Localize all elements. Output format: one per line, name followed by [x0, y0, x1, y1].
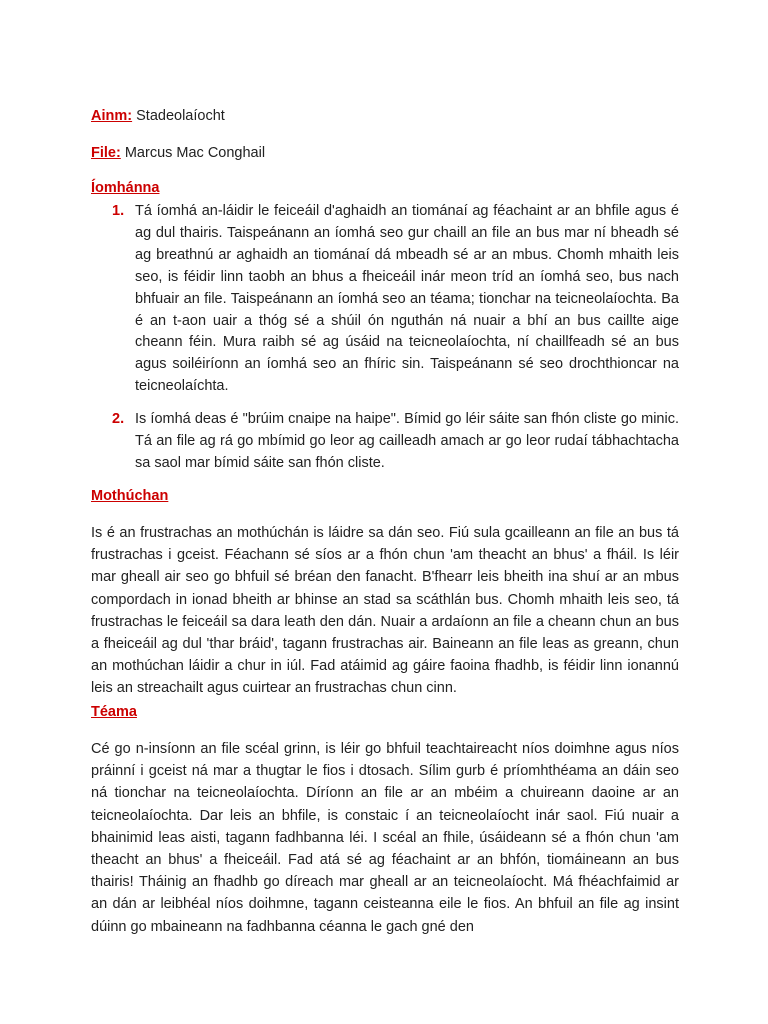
- poet-value: Marcus Mac Conghail: [124, 145, 266, 161]
- images-heading: Íomhánna: [91, 180, 160, 196]
- poet-label: File:: [91, 145, 121, 161]
- list-item-number: 2.: [112, 411, 125, 427]
- name-field: [91, 108, 225, 124]
- list-item-text: Tá íomhá an-láidir le feiceáil d'aghaidh an tiománaí ag féachaint ar an bhfile agus é ag dul thairis. Taispeánann an íomhá seo gur chaill an file an bus mar ní bheadh sé ag breathnú ar aghaidh an tiománaí dá mbeadh sé ar an mbus. Chomh mhaith leis seo, is féidir linn taobh an bhus a fheiceáil inár meon tríd an íomhá seo, bus nach bhfuair an file. Taispeánann an íomhá seo an téama; tionchar na teicneolaíochta. Ba é an t-aon uair a thóg sé a shúil ón nguthán ná nuair a bhí an bus caillte aige cheann féin. Mura raibh sé ag úsáid na teicneolaíochta, ní chaillfeadh sé an bus agus soiléiríonn an íomhá seo an fhíric sin. Taispeánann sé seo drochthioncar na teicneolaíchta.: [135, 203, 679, 395]
- theme-paragraph: Cé go n-insíonn an file scéal grinn, is léir go bhfuil teachtaireacht níos doimhne agus níos práinní i gceist ná mar a thugtar le fios i dtosach. Sílim gurb é príomhthéama an dáin seo ná tionchar na teicneolaíochta. Díríonn an file ar an mbéim a chuireann daoine ar an teicneolaíochta. Dar leis an bhfile, is constaic í an teicneolaíocht inár saol. Fiú nuair a bhainimid leas aisti, tagann fadhbanna léi. I scéal an fhile, úsáideann sé a fhón chun 'am theacht an bhus' a fheiceáil. Fad atá sé ag féachaint ar an bhfón, tiomáineann an bus thairis! Tháinig an fhadhb go díreach mar gheall ar an teicneolaíocht. Má fhéachfaimid ar an dán ar leibhéal níos doihmne, tagann ceisteanna eile le fios. An bhfuil an file ag insint dúinn go mbaineann na fadhbanna céanna le gach gné den: [91, 741, 679, 935]
- name-value: Stadeolaíocht: [136, 108, 225, 124]
- poet-field: [91, 145, 265, 161]
- emotion-paragraph: Is é an frustrachas an mothúchán is láidre sa dán seo. Fiú sula gcailleann an file an bus tá frustrachas i gceist. Féachann sé síos ar a fhón chun 'am theacht an bhus' a fháil. Is léir mar gheall air seo go bhfuil sé bréan den fanacht. B'fhearr leis bheith ina shuí ar an mbus compordach in ionad bheith ar bhinse an stad sa scáthlán bus. Chomh mhaith leis seo, tá frustrachas le feiceáil sa dara leath den dán. Nuair a ardaíonn an file a cheann chun an bus a fheiceáil ag dul 'thar bráid', tagann frustrachas air. Baineann an file leas as greann, chun an mothúchan láidir a chur in iúl. Fad atáimid ag gáire faoina fhadhb, is féidir linn ionannú leis an streachailt agus cuirtear an frustrachas chun cinn.: [91, 525, 679, 697]
- list-item-number: 1.: [112, 203, 125, 219]
- emotion-heading: Mothúchan: [91, 488, 169, 504]
- name-label: Ainm:: [91, 108, 133, 124]
- list-item-text: Is íomhá deas é "brúim cnaipe na haipe". Bímid go léir sáite san fhón cliste go minic. Tá an file ag rá go mbímid go leor ag cailleadh amach ar go leor rudaí tábhachtacha sa saol mar bímid sáite san fhón cliste.: [135, 411, 679, 471]
- theme-heading: Téama: [91, 704, 137, 720]
